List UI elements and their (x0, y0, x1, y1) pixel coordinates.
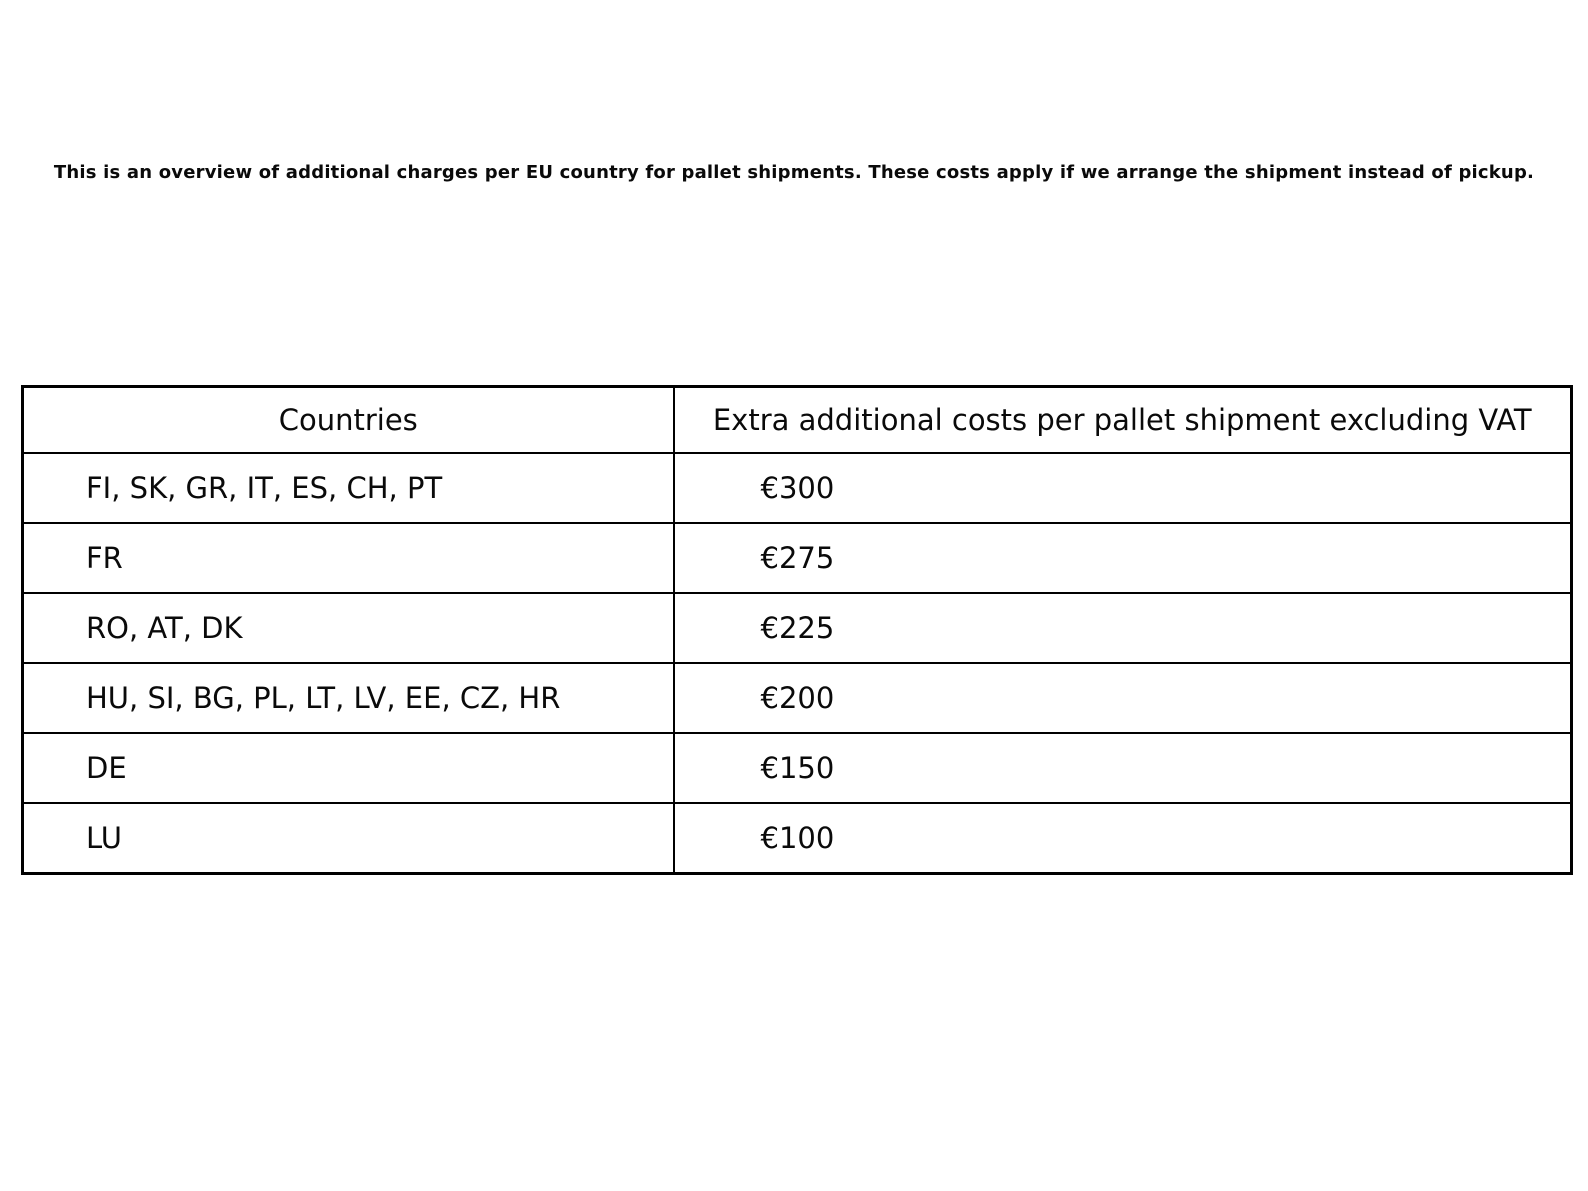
countries-cell: LU (23, 803, 674, 874)
table-row (23, 453, 1572, 523)
cost-cell: €200 (674, 663, 1572, 733)
countries-cell: FI, SK, GR, IT, ES, CH, PT (23, 453, 674, 523)
table-row (23, 523, 1572, 593)
column-header-countries: Countries (23, 387, 674, 454)
column-header-extra-costs: Extra additional costs per pallet shipment excluding VAT (674, 387, 1572, 454)
cost-cell: €100 (674, 803, 1572, 874)
table-row (23, 663, 1572, 733)
cost-cell: €150 (674, 733, 1572, 803)
table-row (23, 593, 1572, 663)
cost-cell: €225 (674, 593, 1572, 663)
countries-cell: DE (23, 733, 674, 803)
shipping-charges-table (21, 385, 1573, 875)
countries-cell: RO, AT, DK (23, 593, 674, 663)
countries-cell: HU, SI, BG, PL, LT, LV, EE, CZ, HR (23, 663, 674, 733)
countries-cell: FR (23, 523, 674, 593)
cost-cell: €300 (674, 453, 1572, 523)
table-header-row (23, 387, 1572, 454)
cost-cell: €275 (674, 523, 1572, 593)
page-title: This is an overview of additional charges per EU country for pallet shipments. These costs apply if we arrange the shipment instead of pickup. (53, 162, 1535, 183)
table-row (23, 803, 1572, 874)
table-row (23, 733, 1572, 803)
